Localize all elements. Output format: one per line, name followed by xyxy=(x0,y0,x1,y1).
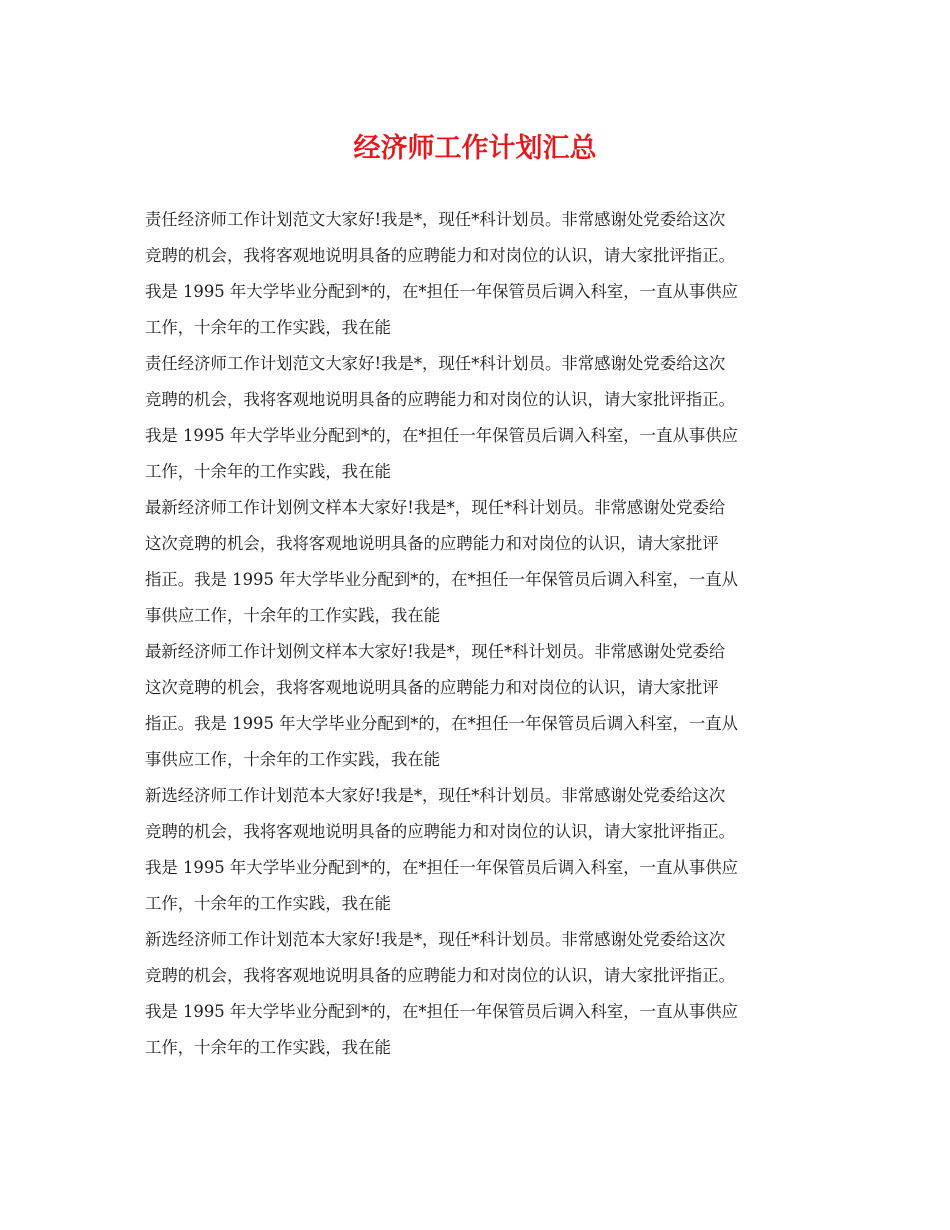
text-line: 事供应工作，十余年的工作实践，我在能 xyxy=(145,606,441,625)
text-line: 工作，十余年的工作实践，我在能 xyxy=(145,318,391,337)
text-line: 责任经济师工作计划范文大家好!我是*，现任*科计划员。非常感谢处党委给这次 xyxy=(145,354,726,373)
text-line: 这次竞聘的机会，我将客观地说明具备的应聘能力和对岗位的认识，请大家批评 xyxy=(145,678,719,697)
text-line: 我是 1995 年大学毕业分配到*的，在*担任一年保管员后调入科室，一直从事供应 xyxy=(145,1002,739,1021)
text-line: 工作，十余年的工作实践，我在能 xyxy=(145,462,391,481)
text-line: 这次竞聘的机会，我将客观地说明具备的应聘能力和对岗位的认识，请大家批评 xyxy=(145,534,719,553)
text-line: 责任经济师工作计划范文大家好!我是*，现任*科计划员。非常感谢处党委给这次 xyxy=(145,210,726,229)
text-line: 新选经济师工作计划范本大家好!我是*，现任*科计划员。非常感谢处党委给这次 xyxy=(145,786,726,805)
text-line: 最新经济师工作计划例文样本大家好!我是*，现任*科计划员。非常感谢处党委给 xyxy=(145,498,726,517)
text-line: 竞聘的机会，我将客观地说明具备的应聘能力和对岗位的认识，请大家批评指正。 xyxy=(145,246,736,265)
text-line: 新选经济师工作计划范本大家好!我是*，现任*科计划员。非常感谢处党委给这次 xyxy=(145,930,726,949)
document-title: 经济师工作计划汇总 xyxy=(353,133,597,164)
text-line: 工作，十余年的工作实践，我在能 xyxy=(145,894,391,913)
document-body xyxy=(145,202,810,1066)
text-line: 指正。我是 1995 年大学毕业分配到*的，在*担任一年保管员后调入科室，一直从 xyxy=(145,714,739,733)
text-line: 事供应工作，十余年的工作实践，我在能 xyxy=(145,750,441,769)
text-line: 指正。我是 1995 年大学毕业分配到*的，在*担任一年保管员后调入科室，一直从 xyxy=(145,570,739,589)
text-line: 竞聘的机会，我将客观地说明具备的应聘能力和对岗位的认识，请大家批评指正。 xyxy=(145,966,736,985)
text-line: 我是 1995 年大学毕业分配到*的，在*担任一年保管员后调入科室，一直从事供应 xyxy=(145,858,739,877)
text-line: 工作，十余年的工作实践，我在能 xyxy=(145,1038,391,1057)
text-line: 竞聘的机会，我将客观地说明具备的应聘能力和对岗位的认识，请大家批评指正。 xyxy=(145,390,736,409)
text-line: 竞聘的机会，我将客观地说明具备的应聘能力和对岗位的认识，请大家批评指正。 xyxy=(145,822,736,841)
text-line: 我是 1995 年大学毕业分配到*的，在*担任一年保管员后调入科室，一直从事供应 xyxy=(145,282,739,301)
text-line: 我是 1995 年大学毕业分配到*的，在*担任一年保管员后调入科室，一直从事供应 xyxy=(145,426,739,445)
text-line: 最新经济师工作计划例文样本大家好!我是*，现任*科计划员。非常感谢处党委给 xyxy=(145,642,726,661)
